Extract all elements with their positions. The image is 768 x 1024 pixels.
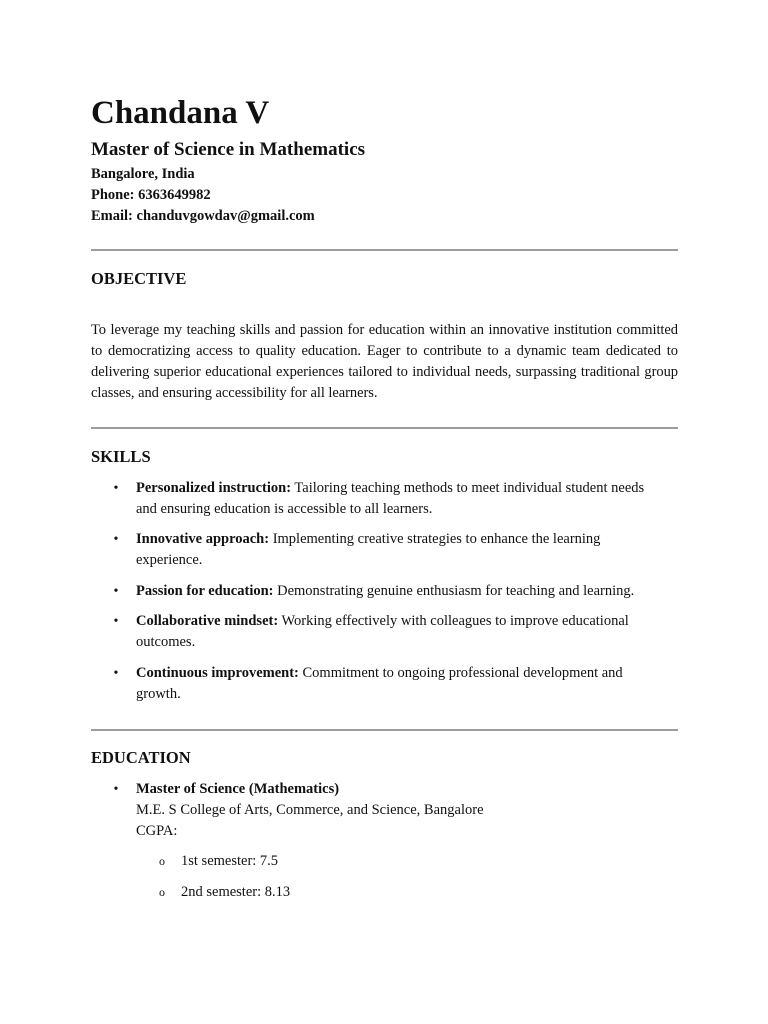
education-degree: Master of Science (Mathematics)	[136, 781, 340, 797]
education-cgpa-label: CGPA:	[136, 823, 178, 839]
education-institution: M.E. S College of Arts, Commerce, and Science, Bangalore	[136, 802, 484, 818]
semester-score: 1st semester: 7.5	[181, 853, 279, 869]
candidate-name: Chandana V	[91, 95, 270, 131]
section-divider	[91, 729, 678, 731]
skills-heading: SKILLS	[91, 447, 151, 466]
contact-phone: Phone: 6363649982	[91, 187, 211, 203]
section-divider	[91, 249, 678, 251]
bullet-icon: •	[113, 614, 119, 629]
education-heading: EDUCATION	[91, 748, 191, 767]
objective-heading: OBJECTIVE	[91, 269, 187, 288]
circle-bullet-icon: o	[159, 854, 165, 868]
contact-location: Bangalore, India	[91, 166, 195, 182]
objective-text: To leverage my teaching skills and passion for education within an innovative institution committed to democratizing access to quality education. Eager to contribute to a dynamic team dedicated to delivering superior educational experiences tailored to individual needs, surpassing traditional group classes, and ensuring accessibility for all learners.	[91, 322, 678, 401]
skill-title: Personalized instruction:	[136, 480, 292, 496]
bullet-icon: •	[113, 481, 119, 496]
skill-title: Passion for education:	[136, 583, 274, 599]
candidate-degree: Master of Science in Mathematics	[91, 139, 366, 160]
semester-score: 2nd semester: 8.13	[181, 884, 291, 900]
skill-title: Continuous improvement:	[136, 665, 299, 681]
bullet-icon: •	[113, 584, 119, 599]
circle-bullet-icon: o	[159, 885, 165, 899]
contact-email: Email: chanduvgowdav@gmail.com	[91, 208, 315, 224]
bullet-icon: •	[113, 782, 119, 797]
skill-description: Implementing creative strategies to enhance the learning experience.	[136, 531, 601, 568]
skill-description: Tailoring teaching methods to meet individual student needs and ensuring education is accessible to all learners.	[136, 480, 645, 517]
skill-title: Collaborative mindset:	[136, 613, 279, 629]
section-divider	[91, 427, 678, 429]
skill-description: Working effectively with colleagues to improve educational outcomes.	[136, 613, 629, 650]
bullet-icon: •	[113, 666, 119, 681]
skill-title: Innovative approach:	[136, 531, 270, 547]
skill-description: Commitment to ongoing professional development and growth.	[136, 665, 623, 702]
bullet-icon: •	[113, 532, 119, 547]
skill-description: Demonstrating genuine enthusiasm for teaching and learning.	[273, 583, 635, 599]
